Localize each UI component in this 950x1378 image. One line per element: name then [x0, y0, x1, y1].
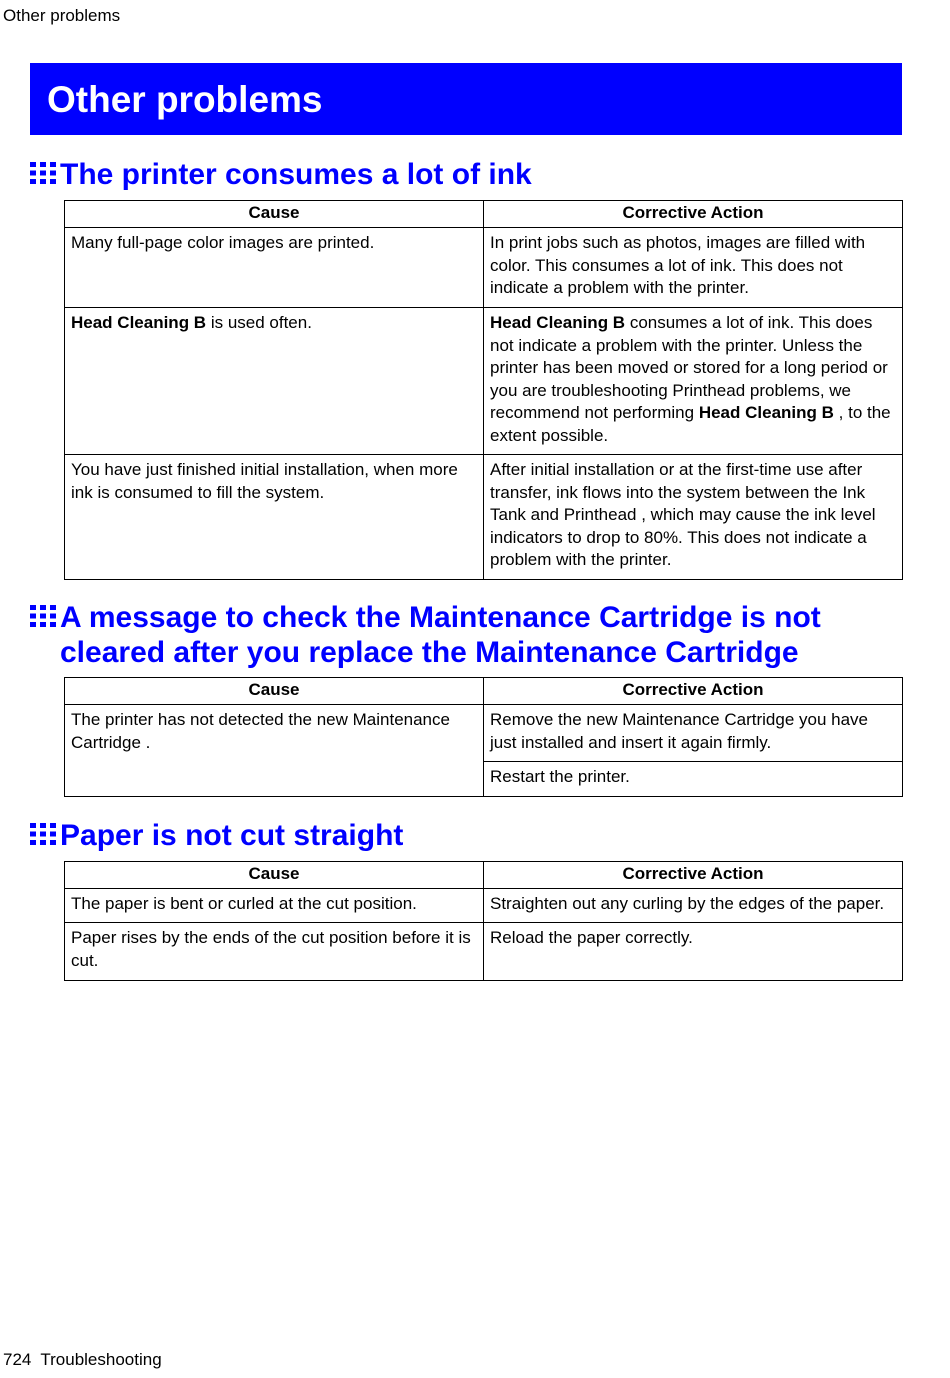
page-title-banner [30, 63, 902, 135]
action-text: , to the extent possible. [490, 403, 891, 445]
table-row [65, 923, 903, 981]
table-row [65, 455, 903, 580]
column-header-cause: Cause [65, 678, 484, 705]
page-title: Other problems [47, 79, 323, 120]
cause-cell: The paper is bent or curled at the cut position. [65, 889, 484, 923]
action-cell: After initial installation or at the first-time use after transfer, ink flows into the system between the Ink Tank and Printhead , which may cause the ink level indicators to drop to 80%. This does not indicate a problem with the printer. [484, 455, 903, 580]
grid-icon [30, 605, 56, 627]
table-row [65, 228, 903, 308]
table-row [65, 705, 903, 762]
action-cell: Reload the paper correctly. [484, 923, 903, 981]
page-number: 724 [3, 1350, 32, 1369]
action-cell [484, 308, 903, 455]
table-header-row [65, 862, 903, 889]
action-cell: Remove the new Maintenance Cartridge you have just installed and insert it again firmly. [484, 705, 903, 762]
chapter-name: Troubleshooting [40, 1350, 162, 1369]
section-heading-paper-cut [30, 818, 910, 853]
paper-cut-table [64, 861, 903, 981]
action-text: consumes a lot of ink. This does not indicate a problem with the printer. Unless the printer has been moved or stored for a long period or you are troubleshooting Printhead problems, we recommend not performing [490, 313, 888, 422]
column-header-corrective-action: Corrective Action [484, 862, 903, 889]
section-heading-ink-consumption [30, 157, 910, 192]
cause-cell: Many full-page color images are printed. [65, 228, 484, 308]
section-title: A message to check the Maintenance Cartridge is not cleared after you replace the Maintenance Cartridge [60, 601, 821, 669]
action-cell: Restart the printer. [484, 762, 903, 797]
grid-icon [30, 162, 56, 184]
column-header-cause: Cause [65, 862, 484, 889]
cause-cell: The printer has not detected the new Maintenance Cartridge . [65, 705, 484, 797]
cause-cell [65, 308, 484, 455]
table-header-row [65, 201, 903, 228]
table-row [65, 308, 903, 455]
cause-text: is used often. [206, 313, 312, 332]
table-row [65, 889, 903, 923]
cause-cell: You have just finished initial installation, when more ink is consumed to fill the system. [65, 455, 484, 580]
page-footer [3, 1350, 162, 1370]
table-header-row [65, 678, 903, 705]
action-cell: Straighten out any curling by the edges of the paper. [484, 889, 903, 923]
section-title: The printer consumes a lot of ink [60, 158, 532, 191]
section-title: Paper is not cut straight [60, 819, 404, 852]
menu-term: Head Cleaning B [490, 313, 626, 332]
menu-term: Head Cleaning B [698, 403, 834, 422]
maintenance-cartridge-table [64, 677, 903, 797]
section-heading-maintenance-cartridge [30, 600, 910, 670]
column-header-cause: Cause [65, 201, 484, 228]
column-header-corrective-action: Corrective Action [484, 678, 903, 705]
grid-icon [30, 823, 56, 845]
ink-consumption-table [64, 200, 903, 580]
column-header-corrective-action: Corrective Action [484, 201, 903, 228]
running-head: Other problems [3, 6, 121, 25]
cause-cell: Paper rises by the ends of the cut position before it is cut. [65, 923, 484, 981]
menu-term: Head Cleaning B [71, 313, 207, 332]
action-cell: In print jobs such as photos, images are filled with color. This consumes a lot of ink. This does not indicate a problem with the printer. [484, 228, 903, 308]
